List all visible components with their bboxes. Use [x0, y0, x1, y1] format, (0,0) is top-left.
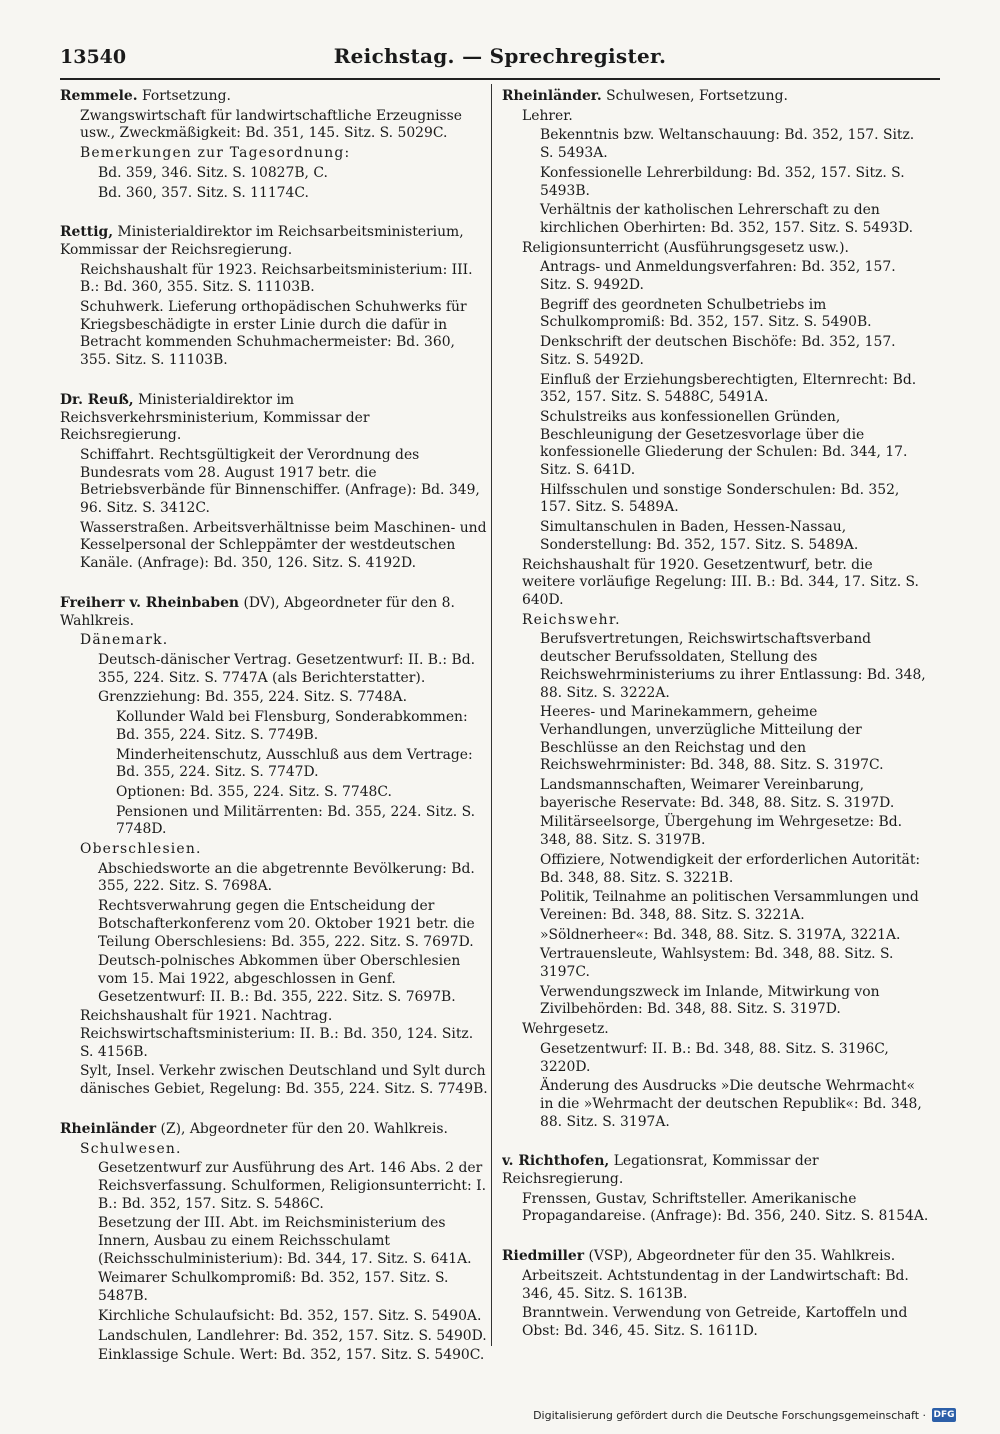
entry-line: Vertrauensleute, Wahlsystem: Bd. 348, 88. Sitz. S. 3197C.: [540, 946, 894, 981]
entry-line: Verwendungszweck im Inlande, Mitwirkung von Zivilbehörden: Bd. 348, 88. Sitz. S. 3197D.: [540, 983, 880, 1018]
entry-line: Landsmannschaften, Weimarer Vereinbarung, bayerische Reservate: Bd. 348, 88. Sitz. S. 3197D.: [540, 777, 895, 811]
entry-line: Frenssen, Gustav, Schriftsteller. Amerikanische Propagandareise. (Anfrage): Bd. 356, 240. Sitz. S. 8154A.: [522, 1190, 929, 1225]
entry-line: Schiffahrt. Rechtsgültigkeit der Verordnung des Bundesrats vom 28. August 1917 betr. die Betriebsverbände für Binnenschiffer. (Anfrage): Bd. 349, 96. Sitz. S. 3412C.: [80, 446, 480, 517]
entry-line: Reichswehr.: [522, 611, 621, 628]
entry-line: Schulstreiks aus konfessionellen Gründen, Beschleunigung der Gesetzesvorlage über die konfessionelle Gliederung der Schulen: Bd. 344, 17. Sitz. S. 641D.: [540, 408, 908, 479]
entry-name: Remmele.: [60, 88, 138, 104]
entry-line: Dänemark.: [80, 632, 169, 649]
entry-line: Zwangswirtschaft für landwirtschaftliche Erzeugnisse usw., Zweckmäßigkeit: Bd. 351, 145. Sitz. S. 5029C.: [80, 107, 463, 142]
entry-line: Besetzung der III. Abt. im Reichsministerium des Innern, Ausbau zu einem Reichsschulamt (Reichsschulministerium): Bd. 344, 17. Sitz. S. 641A.: [98, 1215, 472, 1267]
entry-line: Denkschrift der deutschen Bischöfe: Bd. 352, 157. Sitz. S. 5492D.: [540, 334, 896, 368]
entry-reuss: [60, 392, 488, 573]
entry-riedmiller: [502, 1248, 930, 1341]
dfg-logo-icon: DFG: [933, 1410, 955, 1420]
entry-rettig: [60, 224, 488, 370]
entry-line: Branntwein. Verwendung von Getreide, Kartoffeln und Obst: Bd. 346, 45. Sitz. S. 1611D.: [522, 1305, 908, 1339]
entry-richthofen: [502, 1153, 930, 1226]
entry-line: Einfluß der Erziehungsberechtigten, Elternrecht: Bd. 352, 157. Sitz. S. 5488C, 5491A.: [540, 371, 917, 406]
entry-name: Rheinländer.: [502, 88, 602, 104]
entry-desc: Legationsrat, Kommissar der Reichsregierung.: [502, 1153, 819, 1188]
entry-line: Oberschlesien.: [80, 841, 202, 858]
entry-line: Gesetzentwurf: II. B.: Bd. 348, 88. Sitz. S. 3196C, 3220D.: [540, 1040, 889, 1075]
entry-desc: Ministerialdirektor im Reichsverkehrsministerium, Kommissar der Reichsregierung.: [60, 391, 370, 444]
entry-line: Schuhwerk. Lieferung orthopädischen Schuhwerks für Kriegsbeschädigte in erster Linie durch die dafür in Betracht kommenden Schuhmachermeister: Bd. 360, 355. Sitz. S. 11103B.: [80, 299, 467, 369]
entry-line: Änderung des Ausdrucks »Die deutsche Wehrmacht« in die »Wehrmacht der deutschen Republik«: Bd. 348, 88. Sitz. S. 3197A.: [540, 1078, 922, 1130]
entry-line: Abschiedsworte an die abgetrennte Bevölkerung: Bd. 355, 222. Sitz. S. 7698A.: [98, 860, 475, 895]
entry-line: Hilfsschulen und sonstige Sonderschulen: Bd. 352, 157. Sitz. S. 5489A.: [540, 481, 900, 516]
entry-line: Bekenntnis bzw. Weltanschauung: Bd. 352, 157. Sitz. S. 5493A.: [540, 127, 915, 162]
entry-line: Deutsch-dänischer Vertrag. Gesetzentwurf: II. B.: Bd. 355, 224. Sitz. S. 7747A (als Berichterstatter).: [98, 651, 476, 686]
page-header: [60, 38, 940, 80]
entry-line: Minderheitenschutz, Ausschluß aus dem Vertrage: Bd. 355, 224. Sitz. S. 7747D.: [116, 746, 473, 781]
left-column: [60, 88, 488, 1378]
entry-line: Verhältnis der katholischen Lehrerschaft zu den kirchlichen Oberhirten: Bd. 352, 157. Sitz. S. 5493D.: [540, 202, 913, 236]
page-number: 13540: [60, 46, 127, 68]
entry-name: v. Richthofen,: [502, 1153, 610, 1170]
entry-line: Landschulen, Landlehrer: Bd. 352, 157. Sitz. S. 5490D.: [98, 1327, 487, 1344]
entry-line: Offiziere, Notwendigkeit der erforderlichen Autorität: Bd. 348, 88. Sitz. S. 3221B.: [540, 851, 921, 886]
entry-line: Weimarer Schulkompromiß: Bd. 352, 157. Sitz. S. 5487B.: [98, 1270, 449, 1305]
entry-line: Bd. 360, 357. Sitz. S. 11174C.: [98, 184, 309, 201]
entry-rheinbaben: [60, 595, 488, 1099]
entry-line: Simultanschulen in Baden, Hessen-Nassau, Sonderstellung: Bd. 352, 157. Sitz. S. 5489A.: [540, 519, 859, 553]
entry-line: Deutsch-polnisches Abkommen über Oberschlesien vom 15. Mai 1922, abgeschlossen in Genf. Gesetzentwurf: II. B.: Bd. 355, 222. Sitz. S. 7697B.: [98, 953, 461, 1005]
entry-line: Einklassige Schule. Wert: Bd. 352, 157. Sitz. S. 5490C.: [98, 1347, 485, 1364]
entry-line: Kirchliche Schulaufsicht: Bd. 352, 157. Sitz. S. 5490A.: [98, 1307, 482, 1324]
entry-line: Religionsunterricht (Ausführungsgesetz usw.).: [522, 239, 849, 256]
entry-desc: (DV), Abgeordneter für den 8. Wahlkreis.: [60, 594, 455, 629]
entry-line: Schulwesen.: [80, 1140, 182, 1157]
entry-line: Rechtsverwahrung gegen die Entscheidung der Botschafterkonferenz vom 20. Oktober 1921 betr. die Teilung Oberschlesiens: Bd. 355, 222. Sitz. S. 7697D.: [98, 898, 475, 950]
entry-line: Antrags- und Anmeldungsverfahren: Bd. 352, 157. Sitz. S. 9492D.: [540, 259, 896, 294]
entry-line: Grenzziehung: Bd. 355, 224. Sitz. S. 7748A.: [98, 689, 407, 706]
entry-line: Bd. 359, 346. Sitz. S. 10827B, C.: [98, 164, 328, 181]
entry-line: Politik, Teilnahme an politischen Versammlungen und Vereinen: Bd. 348, 88. Sitz. S. 3221A.: [540, 889, 919, 923]
digitization-footer: [533, 1408, 956, 1422]
entry-desc: Schulwesen, Fortsetzung.: [606, 88, 788, 104]
entry-remmele: [60, 88, 488, 202]
running-title: Reichstag. — Sprechregister.: [333, 44, 667, 68]
entry-line: Konfessionelle Lehrerbildung: Bd. 352, 157. Sitz. S. 5493B.: [540, 164, 905, 199]
entry-name: Riedmiller: [502, 1248, 585, 1265]
entry-desc: Fortsetzung.: [142, 88, 231, 104]
entry-line: Reichshaushalt für 1921. Nachtrag. Reichswirtschaftsministerium: II. B.: Bd. 350, 124. Sitz. S. 4156B.: [80, 1008, 474, 1060]
entry-line: Kollunder Wald bei Flensburg, Sonderabkommen: Bd. 355, 224. Sitz. S. 7749B.: [116, 709, 468, 743]
entry-line: Wasserstraßen. Arbeitsverhältnisse beim Maschinen- und Kesselpersonal der Schleppämter der westdeutschen Kanäle. (Anfrage): Bd. 350, 126. Sitz. S. 4192D.: [80, 519, 487, 572]
entry-line: Lehrer.: [522, 107, 573, 124]
entry-line: Bemerkungen zur Tagesordnung:: [80, 145, 351, 162]
entry-line: Reichshaushalt für 1920. Gesetzentwurf, betr. die weitere vorläufige Regelung: III. B.: Bd. 344, 17. Sitz. S. 640D.: [522, 556, 919, 608]
entry-name: Rheinländer: [60, 1120, 157, 1137]
entry-name: Dr. Reuß,: [60, 391, 134, 408]
entry-name: Freiherr v. Rheinbaben: [60, 594, 240, 611]
footer-text: Digitalisierung gefördert durch die Deutsche Forschungsgemeinschaft ·: [533, 1408, 926, 1422]
entry-desc: (Z), Abgeordneter für den 20. Wahlkreis.: [160, 1120, 448, 1137]
entry-line: Militärseelsorge, Übergehung im Wehrgesetze: Bd. 348, 88. Sitz. S. 3197B.: [540, 814, 903, 849]
entry-line: Reichshaushalt für 1923. Reichsarbeitsministerium: III. B.: Bd. 360, 355. Sitz. S. 11103B.: [80, 261, 473, 296]
entry-line: Gesetzentwurf zur Ausführung des Art. 146 Abs. 2 der Reichsverfassung. Schulformen, Religionsunterricht: I. B.: Bd. 352, 157. Sitz. S. 5486C.: [98, 1160, 486, 1212]
entry-line: Arbeitszeit. Achtstundentag in der Landwirtschaft: Bd. 346, 45. Sitz. S. 1613B.: [522, 1267, 909, 1302]
entry-line: Optionen: Bd. 355, 224. Sitz. S. 7748C.: [116, 783, 392, 800]
entry-line: Heeres- und Marinekammern, geheime Verhandlungen, unverzügliche Mitteilung der Beschlüsse an den Reichstag und den Reichswehrminister: Bd. 348, 88. Sitz. S. 3197C.: [540, 704, 884, 774]
entry-name: Rettig,: [60, 224, 114, 241]
entry-desc: (VSP), Abgeordneter für den 35. Wahlkreis.: [588, 1248, 896, 1265]
entry-line: Berufsvertretungen, Reichswirtschaftsverband deutscher Berufssoldaten, Stellung des Reichswehrministeriums zu ihrer Entlassung: Bd. 348, 88. Sitz. S. 3222A.: [540, 631, 926, 701]
column-divider: [491, 84, 492, 1346]
entry-rheinlaender-cont: [502, 88, 930, 1131]
right-column: [502, 88, 930, 1378]
entry-line: Wehrgesetz.: [522, 1021, 609, 1038]
entry-desc: Ministerialdirektor im Reichsarbeitsministerium, Kommissar der Reichsregierung.: [60, 224, 464, 258]
entry-rheinlaender: [60, 1121, 488, 1365]
entry-line: Pensionen und Militärrenten: Bd. 355, 224. Sitz. S. 7748D.: [116, 803, 475, 838]
entry-line: Sylt, Insel. Verkehr zwischen Deutschland und Sylt durch dänisches Gebiet, Regelung: Bd. 355, 224. Sitz. S. 7749B.: [80, 1063, 488, 1098]
entry-line: »Söldnerheer«: Bd. 348, 88. Sitz. S. 3197A, 3221A.: [540, 926, 901, 943]
entry-line: Begriff des geordneten Schulbetriebs im Schulkompromiß: Bd. 352, 157. Sitz. S. 5490B.: [540, 296, 872, 331]
